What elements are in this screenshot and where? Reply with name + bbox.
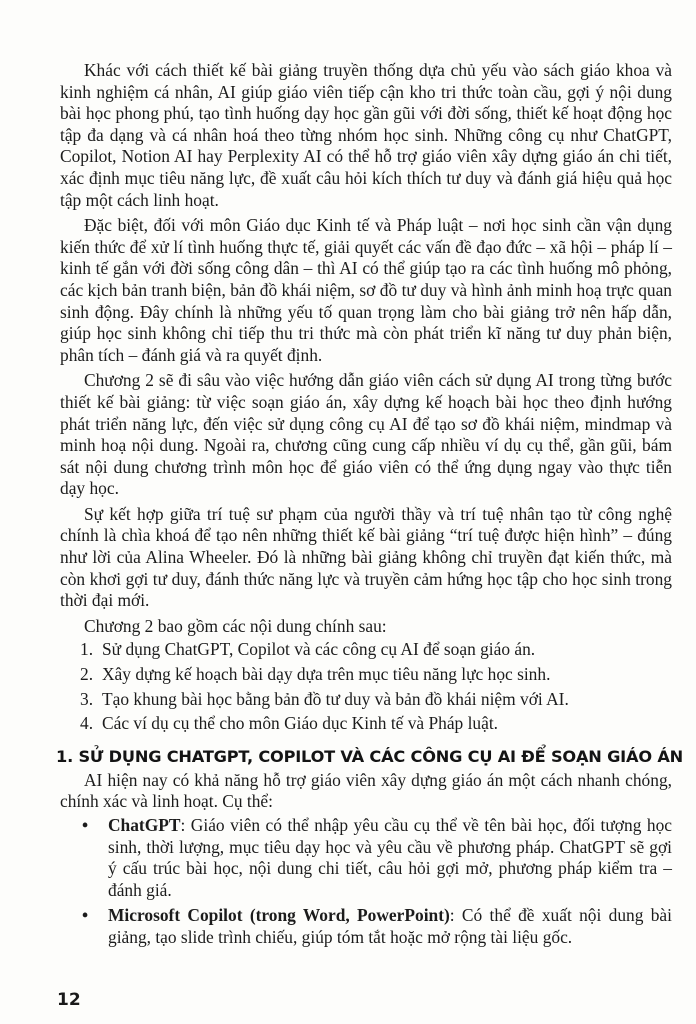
list-item-text: Tạo khung bài học bằng bản đồ tư duy và bản đồ khái niệm với AI. bbox=[102, 688, 569, 709]
bullet-text: : Có thể đề xuất nội dung bài giảng, tạo slide trình chiếu, giúp tóm tắt hoặc mở rộng tài liệu gốc. bbox=[108, 905, 672, 947]
bullet-icon: • bbox=[82, 815, 89, 835]
list-item-number: 4. bbox=[80, 713, 94, 734]
bullet-text: : Giáo viên có thể nhập yêu cầu cụ thể về tên bài học, đối tượng học sinh, thời lượng, mục tiêu dạy học và yêu cầu về phương pháp. ChatGPT sẽ gợi ý cấu trúc bài học, nội dung chi tiết, câu hỏi gợi mở, phương pháp kiểm tra – đánh giá. bbox=[108, 815, 672, 900]
list-item-text: Xây dựng kế hoạch bài dạy dựa trên mục tiêu năng lực học sinh. bbox=[102, 664, 551, 685]
list-item-number: 1. bbox=[80, 639, 94, 660]
list-item bbox=[60, 713, 672, 735]
bullet-item-chatgpt bbox=[60, 815, 672, 901]
chapter-contents-list bbox=[60, 639, 672, 734]
section-heading: 1. SỬ DỤNG CHATGPT, COPILOT VÀ CÁC CÔNG CỤ AI ĐỂ SOẠN GIÁO ÁN bbox=[56, 746, 683, 766]
paragraph-ai-vs-traditional: Khác với cách thiết kế bài giảng truyền thống dựa chủ yếu vào sách giáo khoa và kinh nghiệm cá nhân, AI giúp giáo viên tiếp cận kho tri thức toàn cầu, gợi ý nội dung bài học phong phú, tạo tình huống dạy học gần gũi với đời sống, thiết kế hoạt động học tập đa dạng và cá nhân hoá theo từng nhóm học sinh. Những công cụ như ChatGPT, Copilot, Notion AI hay Perplexity AI có thể hỗ trợ giáo viên xây dựng giáo án chi tiết, xác định mục tiêu năng lực, đề xuất câu hỏi kích thích tư duy và đánh giá hiệu quả học tập một cách linh hoạt. bbox=[60, 60, 672, 210]
paragraph-pedagogy-ai-combination: Sự kết hợp giữa trí tuệ sư phạm của người thầy và trí tuệ nhân tạo từ công nghệ chính là chìa khoá để tạo nên những thiết kế bài giảng “trí tuệ được hiện hình” – đúng như lời của Alina Wheeler. Đó là những bài giảng không chỉ truyền đạt kiến thức, mà còn khơi gợi tư duy, đánh thức năng lực và truyền cảm hứng học tập cho học sinh trong thời đại mới. bbox=[60, 503, 672, 611]
section-intro: AI hiện nay có khả năng hỗ trợ giáo viên xây dựng giáo án một cách nhanh chóng, chính xác và linh hoạt. Cụ thể: bbox=[60, 769, 672, 812]
list-item bbox=[60, 664, 672, 686]
paragraph-chapter-2-overview: Chương 2 sẽ đi sâu vào việc hướng dẫn giáo viên cách sử dụng AI trong từng bước thiết kế bài giảng: từ việc soạn giáo án, xây dựng kế hoạch bài học theo định hướng phát triển năng lực, đến việc sử dụng công cụ AI để tạo sơ đồ khái niệm, mindmap và minh hoạ nội dung. Ngoài ra, chương cũng cung cấp nhiều ví dụ cụ thể, gần gũi, bám sát nội dung chương trình môn học để giáo viên có thể ứng dụng ngay vào thực tiễn dạy học. bbox=[60, 370, 672, 499]
page-number: 12 bbox=[57, 990, 81, 1010]
list-item bbox=[60, 689, 672, 711]
page-body bbox=[56, 60, 683, 953]
bullet-item-copilot bbox=[60, 905, 672, 948]
list-item-text: Các ví dụ cụ thể cho môn Giáo dục Kinh tế và Pháp luật. bbox=[102, 713, 499, 734]
bullet-icon: • bbox=[82, 905, 89, 926]
tools-bullet-list bbox=[60, 815, 672, 949]
paragraph-civic-education: Đặc biệt, đối với môn Giáo dục Kinh tế và Pháp luật – nơi học sinh cần vận dụng kiến thức để xử lí tình huống thực tế, giải quyết các vấn đề đạo đức – xã hội – pháp lí – kinh tế gắn với đời sống công dân – thì AI có thể giúp tạo ra các tình huống mô phỏng, các kịch bản tranh biện, bản đồ khái niệm, sơ đồ tư duy và hình ảnh minh hoạ trực quan sinh động. Đây chính là những yếu tố quan trọng làm cho bài giảng trở nên hấp dẫn, giúp học sinh không chỉ tiếp thu tri thức mà còn phát triển kĩ năng tư duy phản biện, phân tích – đánh giá và ra quyết định. bbox=[60, 215, 672, 365]
list-item-text: Sử dụng ChatGPT, Copilot và các công cụ AI để soạn giáo án. bbox=[102, 639, 536, 660]
bullet-term: Microsoft Copilot (trong Word, PowerPoint) bbox=[108, 905, 450, 926]
list-item-number: 3. bbox=[80, 688, 94, 709]
paragraph-chapter-contents-intro: Chương 2 bao gồm các nội dung chính sau: bbox=[84, 615, 387, 636]
list-item-number: 2. bbox=[80, 664, 94, 685]
bullet-term: ChatGPT bbox=[108, 815, 181, 835]
list-item bbox=[60, 639, 672, 661]
